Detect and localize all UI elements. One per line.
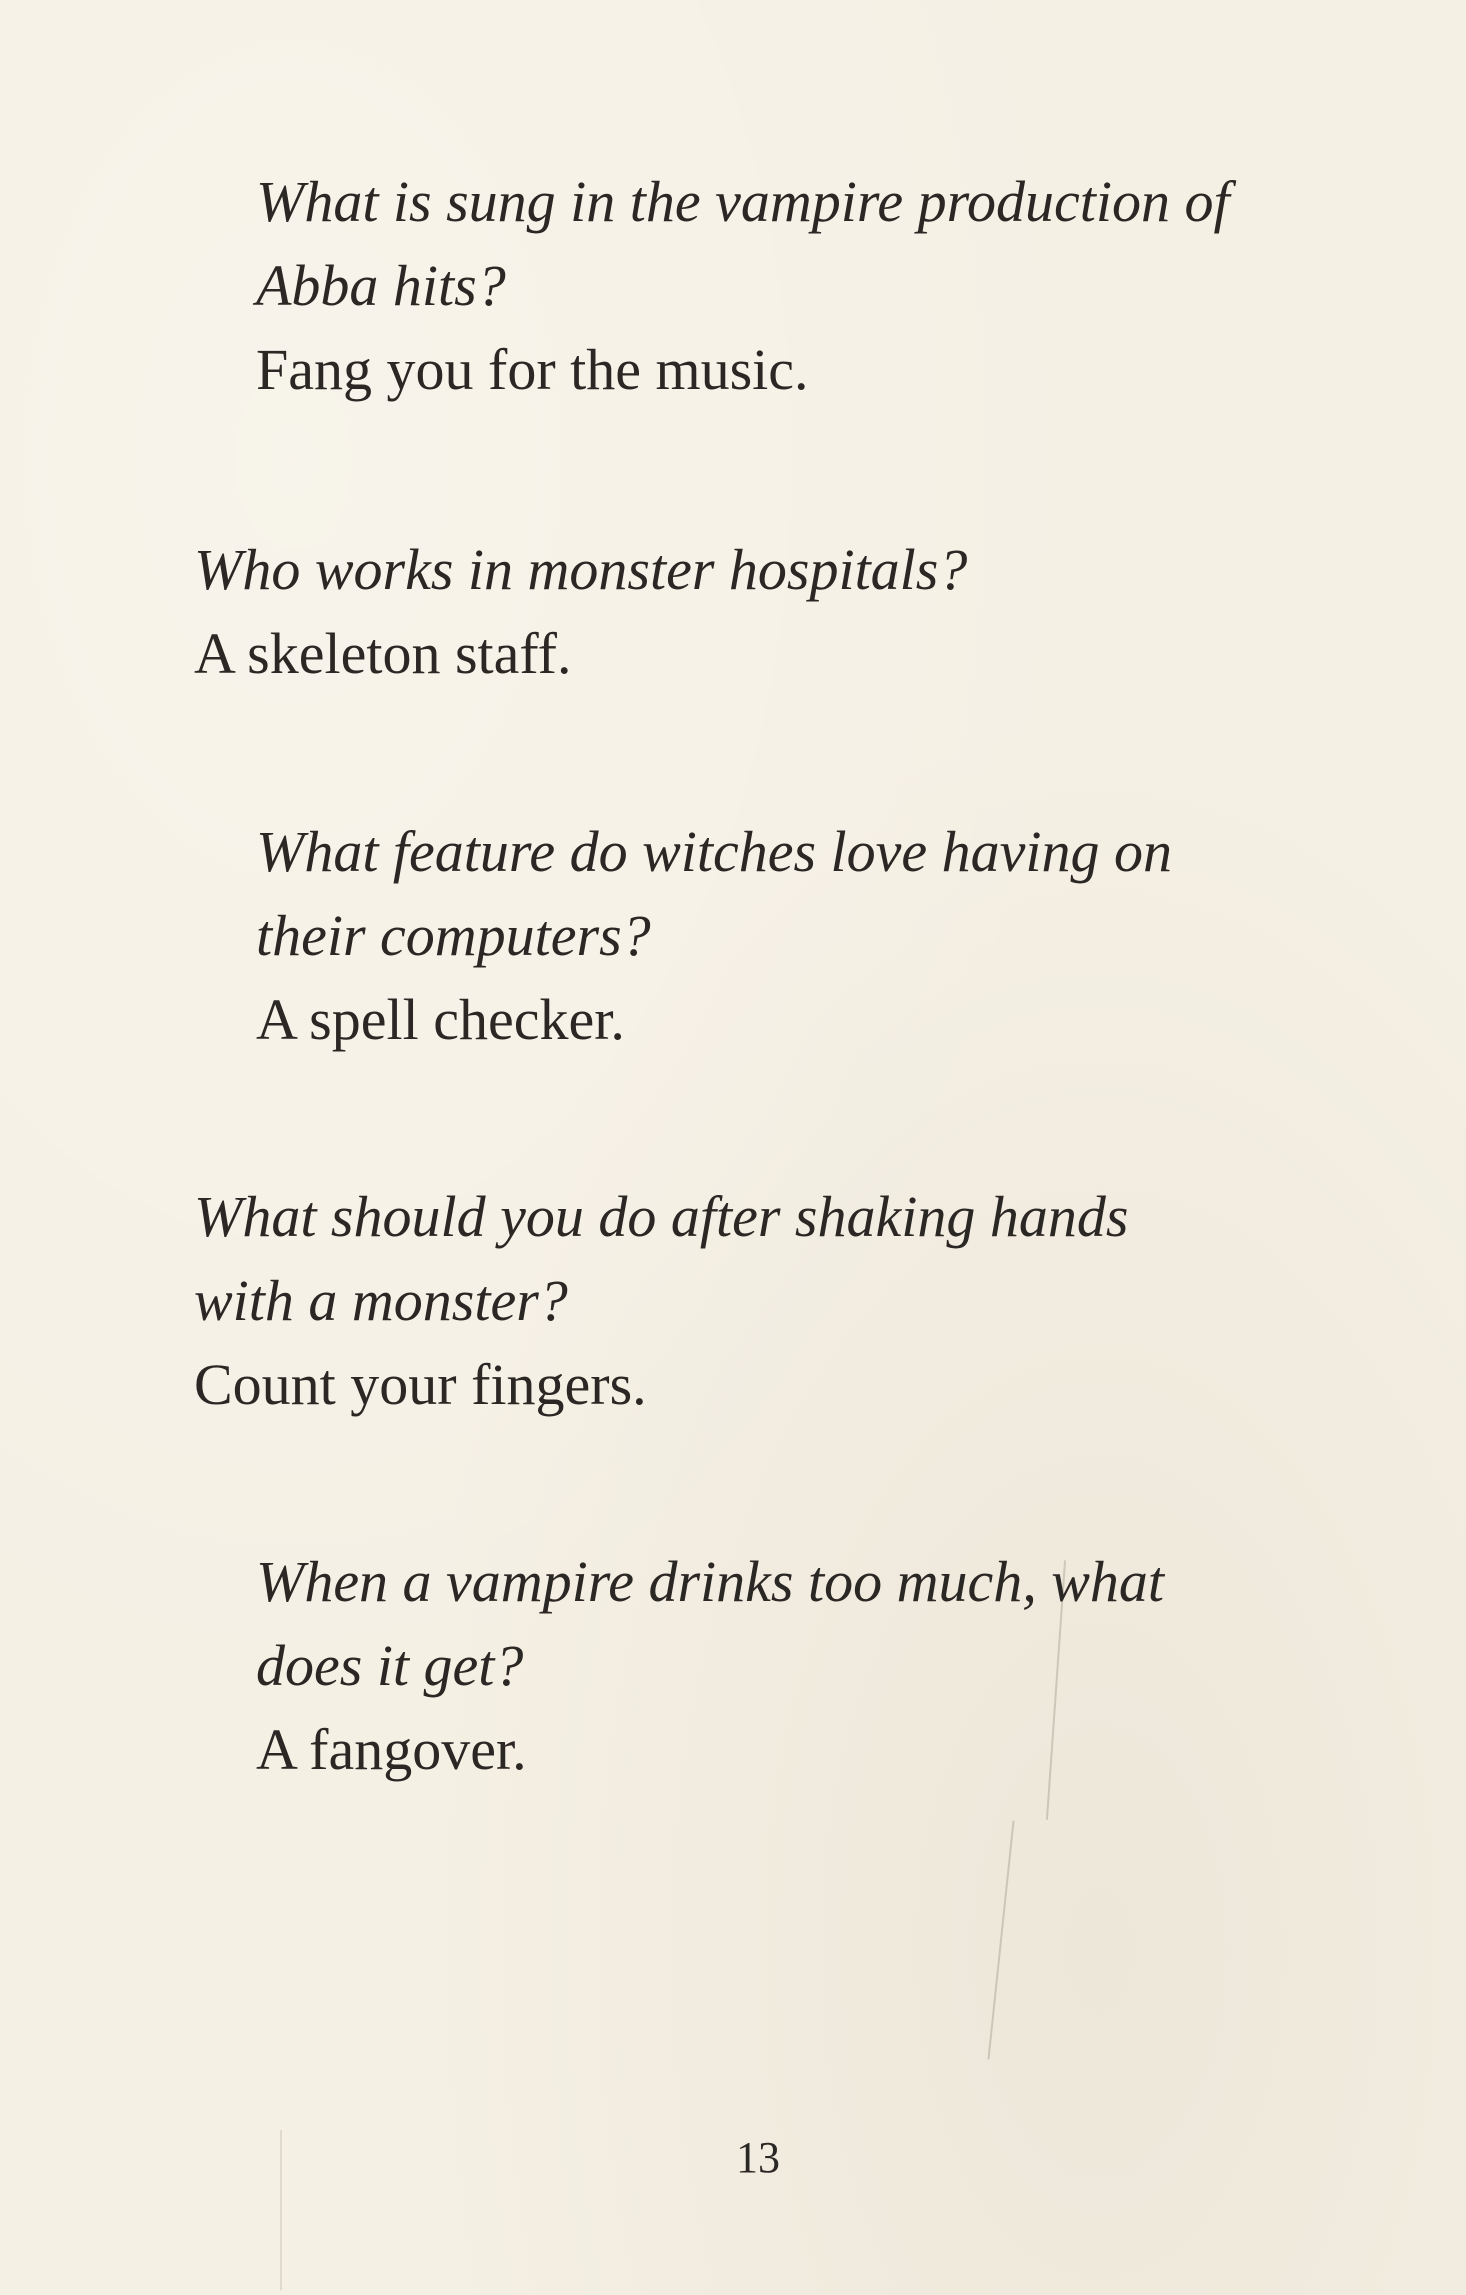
page-crease bbox=[987, 1821, 1014, 2060]
joke-answer: A fangover. bbox=[256, 1717, 527, 1782]
joke-question-line: What is sung in the vampire production of bbox=[256, 169, 1230, 234]
joke-answer: A spell checker. bbox=[256, 987, 625, 1052]
joke-question-line: Abba hits? bbox=[256, 253, 506, 318]
joke-answer: A skeleton staff. bbox=[194, 621, 572, 686]
joke-question-line: their computers? bbox=[256, 903, 651, 968]
joke-question-line: does it get? bbox=[256, 1633, 524, 1698]
joke-item bbox=[194, 1175, 1128, 1427]
joke-item bbox=[256, 810, 1172, 1062]
joke-question-line: When a vampire drinks too much, what bbox=[256, 1549, 1165, 1614]
joke-answer: Count your fingers. bbox=[194, 1352, 647, 1417]
joke-item bbox=[256, 160, 1230, 412]
joke-question-line: What feature do witches love having on bbox=[256, 819, 1172, 884]
joke-question-line: What should you do after shaking hands bbox=[194, 1184, 1129, 1249]
joke-item bbox=[194, 528, 967, 696]
joke-item bbox=[256, 1540, 1164, 1792]
joke-question-line: Who works in monster hospitals? bbox=[194, 537, 968, 602]
page-number: 13 bbox=[736, 2133, 780, 2182]
joke-question-line: with a monster? bbox=[194, 1268, 568, 1333]
joke-answer: Fang you for the music. bbox=[256, 337, 809, 402]
